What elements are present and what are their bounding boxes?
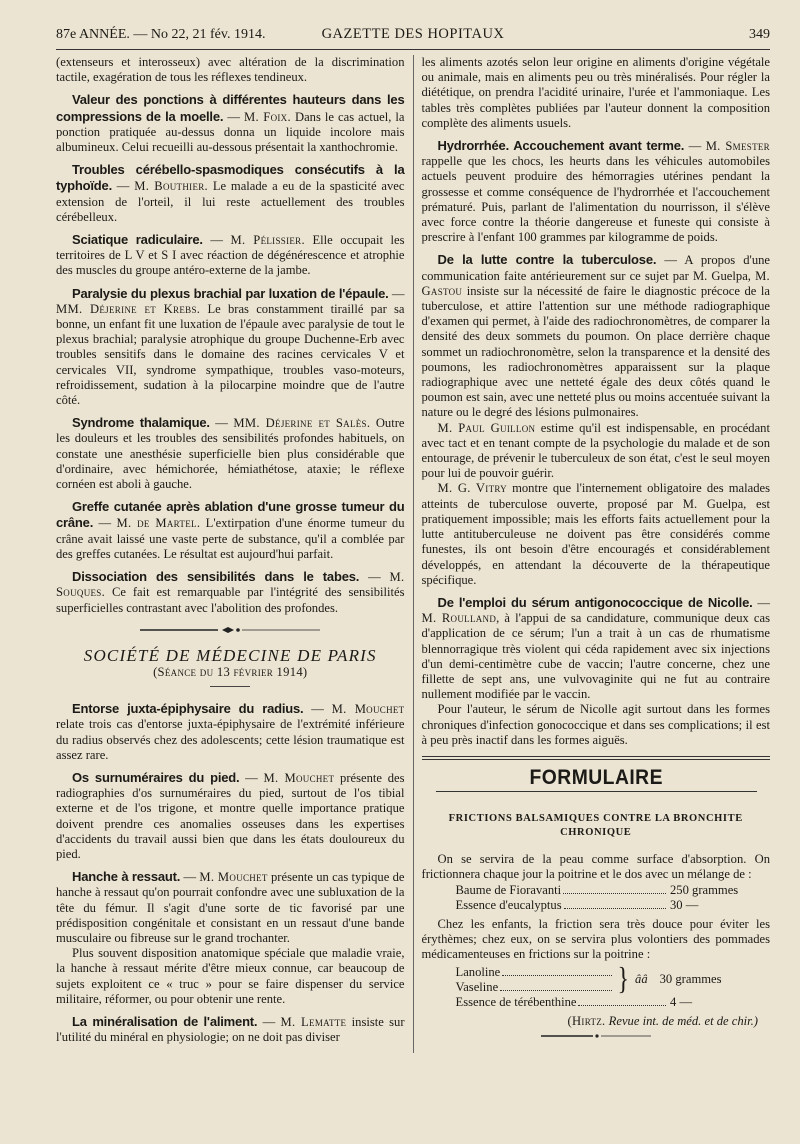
article-title: Greffe cutanée après ablation d'une grosse tumeur du crâne.	[56, 499, 405, 531]
article-text: insiste sur la nécessité de faire le diagnostic précoce de la tuberculose, et attire l'attention sur une méthode radiographique d'examen qui permet, à l'aide des radiochronomètres, de comparer la densité des deux sommets du poumon. On place derrière chaque sommet un radiochronomètre, selon la transparence et la densité des poumons, les radiochronomètres apparaissent sur la plaque radiographique avec une netteté égale des deux côtés quand le poumon est sain, avec une netteté plus ou moins accentuée suivant la nature ou le degré des lésions pulmonaires.	[421, 283, 770, 420]
article-author: M. G. Vitry	[437, 481, 507, 496]
recipe-combined-ingredients	[422, 962, 771, 997]
recipe-ingredient	[422, 898, 771, 913]
recipe-ingredient	[422, 883, 771, 898]
article-title: Hanche à ressaut.	[72, 869, 181, 885]
article-text: insiste sur l'utilité du minéral en physiologie; on ne doit pas diviser	[56, 1014, 405, 1045]
article-serum: De l'emploi du sérum antigonococcique de Nicolle. — M. Roulland, à l'appui de sa candidature, communique deux cas d'application de ce sérum; l'un a trait à un cas de rhumatisme blennorragique très violent qui céda rapidement avec six injections d'un demi-centimètre cube de vaccin; l'autre concerne, chez une fillette de sept ans, une vulvovaginite qui ne fut au contraire nullement modifiée par le vaccin. Pour l'auteur, le sérum de Nicolle agit surtout dans les formes chroniques d'infection gonococcique et dans ses complications; il est à peu près inactif dans les formes aiguës.	[421, 594, 771, 747]
article-entorse: Entorse juxta-épiphysaire du radius. — M. Mouchet relate trois cas d'entorse juxta-épiphysaire de l'extrémité inférieure du radius observés chez des adolescents; cette lésion traumatique est assez rare.	[56, 701, 405, 762]
article-text: relate trois cas d'entorse juxta-épiphysaire de l'extrémité inférieure du radius observés chez des adolescents; cette lésion traumatique est assez rare.	[56, 717, 405, 762]
article-author: M. de Martel.	[116, 516, 201, 531]
section-date: (Séance du 13 février 1914)	[153, 664, 308, 679]
reference-journal: Revue int. de méd. et de chir.)	[608, 1014, 758, 1029]
article-greffe: Greffe cutanée après ablation d'une grosse tumeur du crâne. — M. de Martel. L'extirpation d'une énorme tumeur du crâne avait laissé une vaste perte de substance, qu'il a comblée par des greffes cutanées. Le résultat est aujourd'hui parfait.	[56, 499, 405, 561]
issue-info: 87e ANNÉE. — No 22, 21 fév. 1914.	[56, 27, 266, 42]
right-column	[413, 55, 771, 1053]
article-text: Dans le cas actuel, la ponction pratiquée au-dessus donna un liquide incolore mais albumineux. Celui recueilli au-dessous présentait la xanthochromie.	[56, 109, 405, 155]
article-title: Sciatique radiculaire.	[72, 232, 203, 248]
article-text: Le bras constamment tiraillé par sa bonne, un enfant fit une luxation de l'épaule avec paralysie de tout le plexus brachial; paralysie atrophique du groupe Duchenne-Erb avec troubles sensitifs dans le domaine des racines cervicales V et cervicales VII, syndrome sympathique, troubles vaso-moteurs, refroidissement, sudation à la pilocarpine moindre que de l'autre côté.	[56, 301, 405, 408]
article-author: M. Mouchet	[331, 702, 405, 717]
article-author: M. Lematte	[280, 1014, 347, 1029]
ingredient-quantity: 30 grammes	[659, 972, 722, 987]
ingredient-name: Baume de Fioravanti	[455, 882, 562, 897]
article-text: , à l'appui de sa candidature, communique deux cas d'application de ce sérum; l'un a trait à un cas de rhumatisme blennorragique très violent qui céda rapidement avec six injections d'un demi-centimètre cube de vaccin; l'autre concerne, chez une fillette de sept ans, une vulvovaginite qui ne fut au contraire nullement modifiée par le vaccin.	[421, 611, 770, 702]
article-title: La minéralisation de l'aliment.	[72, 1013, 258, 1029]
page-header	[56, 20, 770, 50]
article-title: Troubles cérébello-spasmodiques consécutifs à la typhoïde.	[56, 162, 405, 194]
article-text: Outre les douleurs et les troubles des sensibilités profondes habituels, on constate une anesthésie superficielle bien plus considérable que d'ordinaire, avec hémichorée, hémiathétose, ataxie; le réflexe cornéen est aboli à gauche.	[56, 416, 405, 492]
article-title: Entorse juxta-épiphysaire du radius.	[72, 701, 304, 717]
article-author: M. Gastou	[421, 268, 771, 298]
article-syndrome: Syndrome thalamique. — MM. Déjerine et Salès. Outre les douleurs et les troubles des sensibilités profondes habituels, on constate une anesthésie superficielle bien plus considérable que d'ordinaire, avec hémichorée, hémiathétose, ataxie; le réflexe cornéen est aboli à gauche.	[56, 415, 405, 492]
article-text: présente un cas typique de hanche à ressaut qu'on pourrait confondre avec une subluxation de la tête du fémur. Il s'agit d'une sorte de tic favorisé par une prédisposition congénitale et consistant en un ressaut d'une bande musculaire ou fibreuse sur le grand trochanter.	[56, 870, 405, 945]
page-number: 349	[749, 27, 770, 42]
ingredient-name: Lanoline	[455, 964, 501, 979]
article-title: De la lutte contre la tuberculose.	[437, 252, 657, 268]
article-title: De l'emploi du sérum antigonococcique de Nicolle.	[437, 594, 753, 610]
article-author: M. Foix.	[243, 109, 291, 124]
article-tuberculose: De la lutte contre la tuberculose. — A propos d'une communication faite antérieurement sur ce sujet par M. Guelpa, M. Gastou insiste sur la nécessité de faire le diagnostic précoce de la tuberculose, et attire l'attention sur une méthode radiographique d'examen qui permet, à l'aide des radiochronomètres, de comparer la densité des deux sommets du poumon. On place derrière chaque sommet un radiochronomètre, selon la transparence et la densité des poumons, les radiochronomètres apparaissent sur la plaque radiographique avec une netteté égale des deux côtés quand le poumon est sain, avec une netteté plus ou moins accentuée suivant la nature ou le degré des lésions pulmonaires. M. Paul Guillon estime qu'il est indispensable, en procédant avec tact et en tenant compte de la psychologie du malade et de son entourage, de prévenir le tuberculeux de son état, c'est le seul moyen pour lui de pouvoir guérir. M. G. Vitry montre que l'internement obligatoire des malades atteints de tuberculose ouverte, proposé par M. Guelpa, est pratiquement impossible; mais les efforts faits actuellement pour la lutte antituberculeuse ne doivent pas être considérés comme funestes, ils ont besoin d'être encouragés et considérablement développés, en attendant la découverte de la thérapeutique spécifique.	[421, 252, 771, 587]
article-author: M. Paul Guillon	[437, 420, 536, 435]
article-title: Os surnuméraires du pied.	[72, 769, 240, 785]
article-text-continued: Plus souvent disposition anatomique spéciale que maladie vraie, la hanche à ressaut mérite d'être mieux connue, car beaucoup de sujets exploitent ce « truc » pour se faire dispenser du service militaire, réformer, ou pour obtenir une rente.	[56, 946, 405, 1006]
continued-text: les aliments azotés selon leur origine en aliments d'origine végétale ou animale, mais en aliments peu ou très minéralisés. Pour régler la diététique, on prendra l'acidité urinaire, l'urée et l'ammoniaque. Les tables très complètes publiées par l'auteur donnent la composition complète des aliments usuels.	[421, 55, 770, 130]
article-title: Syndrome thalamique.	[72, 415, 210, 431]
article-author: MM. Déjerine et Krebs.	[56, 301, 201, 316]
article-troubles: Troubles cérébello-spasmodiques consécutifs à la typhoïde. — M. Bouthier. Le malade a eu de la spasticité avec extension de l'orteil, il lui reste actuellement des troubles cérébelleux.	[56, 162, 405, 224]
article-hanche: Hanche à ressaut. — M. Mouchet présente un cas typique de hanche à ressaut qu'on pourrait confondre avec une subluxation de la tête du fémur. Il s'agit d'une sorte de tic favorisé par une prédisposition congénitale et consistant en un ressaut d'une bande musculaire ou fibreuse sur le grand trochanter. Plus souvent disposition anatomique spéciale que maladie vraie, la hanche à ressaut mérite d'être mieux connue, car beaucoup de sujets exploitent ce « truc » pour se faire dispenser du service militaire, réformer, ou pour obtenir une rente.	[56, 869, 405, 1006]
journal-title: GAZETTE DES HOPITAUX	[321, 26, 505, 42]
article-hydrorrhee: Hydrorrhée. Accouchement avant terme. — M. Smester rappelle que les chocs, les heurts dans les véhicules automobiles actuels peuvent produire des hémorragies utérines pendant la grossesse et comme conséquence de l'hydrorrhée et l'accouchement prématuré. Puis, parlant de l'alimentation du nourrisson, il s'élève avec force contre la théorie dangereuse et funeste qui consiste à prescrire à l'enfant 100 grammes par kilogramme de poids.	[421, 138, 770, 245]
recipe-intro: On se servira de la peau comme surface d'absorption. On frictionnera chaque jour la poitrine et le dos avec un mélange de :	[421, 852, 770, 882]
article-text: estime qu'il est indispensable, en procédant avec tact et en tenant compte de la psychologie du malade et de son entourage, de prévenir le tuberculeux de son état, c'est le seul moyen pour lui de pouvoir guérir.	[421, 420, 770, 481]
article-paralysie: Paralysie du plexus brachial par luxation de l'épaule. — MM. Déjerine et Krebs. Le bras constamment tiraillé par sa bonne, un enfant fit une luxation de l'épaule avec paralysie de tout le plexus brachial; paralysie atrophique du groupe Duchenne-Erb avec troubles sensitifs dans le domaine des racines cervicales V et cervicales VII, syndrome sympathique, troubles vaso-moteurs, refroidissement, sudation à la pilocarpine moindre que de l'autre côté.	[56, 285, 405, 408]
formulaire-heading: FORMULAIRE	[435, 766, 756, 792]
ornament-divider	[56, 626, 405, 634]
ornament-divider	[422, 1033, 771, 1039]
brace-glyph: }	[617, 962, 630, 997]
article-dissociation: Dissociation des sensibilités dans le tabes. — M. Souques. Ce fait est remarquable par l'intégrité des sensibilités superficielles contrastant avec l'abolition des profondes.	[56, 569, 405, 615]
article-text: L'extirpation d'une énorme tumeur du crâne avait laissé une vaste perte de substance, qu'il a comblée par des greffes cutanées. Le résultat est aujourd'hui parfait.	[56, 516, 405, 561]
article-author: M. Mouchet	[263, 770, 335, 785]
continued-text: (extenseurs et interosseux) avec altération de la discrimination tactile, exagération de tous les réflexes tendineux.	[56, 55, 405, 85]
article-text: présente des radiographies d'os surnuméraires du pied, surtout de l'os tibial externe et de l'os trigone, et montre quelle importance pratique doivent prendre ces anomalies osseuses dans les expertises d'accidents du travail aussi bien que dans les états douloureux du pied.	[56, 770, 405, 861]
article-author: M. Bouthier.	[134, 179, 208, 194]
recipe-title: FRICTIONS BALSAMIQUES CONTRE LA BRONCHITE CHRONIQUE	[448, 813, 743, 839]
columns	[56, 55, 770, 1053]
ingredient-quantity: 30 —	[670, 897, 699, 912]
article-title: Dissociation des sensibilités dans le tabes.	[72, 569, 360, 585]
article-title: Paralysie du plexus brachial par luxation de l'épaule.	[72, 285, 389, 301]
article-text-intro: A propos d'une communication faite antérieurement sur ce sujet par M. Guelpa,	[421, 253, 770, 283]
article-mineralisation: La minéralisation de l'aliment. — M. Lematte insiste sur l'utilité du minéral en physiologie; on ne doit pas diviser	[56, 1013, 405, 1045]
article-author: M. Souques.	[56, 570, 405, 600]
article-text-continued: Pour l'auteur, le sérum de Nicolle agit surtout dans les formes chroniques d'infection gonococcique et dans ses complications; il est à peu près inactif dans les formes aiguës.	[421, 702, 770, 747]
article-author: M. Mouchet	[199, 870, 268, 885]
article-author: M. Roulland	[421, 611, 497, 626]
ingredient-name: Essence de térébenthine	[455, 994, 577, 1009]
article-text: Elle occupait les territoires de L V et S I avec réaction de dégénérescence et atrophie des muscles du groupe antéro-externe de la jambe.	[56, 233, 405, 278]
article-title: Valeur des ponctions à différentes hauteurs dans les compressions de la moelle.	[56, 92, 405, 124]
article-author: M. Smester	[705, 139, 770, 154]
article-text: Ce fait est remarquable par l'intégrité des sensibilités superficielles contrastant avec l'abolition des profondes.	[56, 585, 405, 615]
reference-author: (Hirtz.	[567, 1014, 606, 1029]
ingredient-name: Vaseline	[455, 979, 499, 994]
ana-abbreviation: ââ	[635, 972, 648, 987]
article-ponctions: Valeur des ponctions à différentes hauteurs dans les compressions de la moelle. — M. Foix. Dans le cas actuel, la ponction pratiquée au-dessus donna un liquide incolore mais albumineux. Celui recueilli au-dessous présentait la xanthochromie.	[56, 92, 405, 155]
article-sciatique: Sciatique radiculaire. — M. Pélissier. Elle occupait les territoires de L V et S I avec réaction de dégénérescence et atrophie des muscles du groupe antéro-externe de la jambe.	[56, 232, 405, 278]
ingredient-name: Essence d'eucalyptus	[455, 897, 562, 912]
recipe-children-note: Chez les enfants, la friction sera très douce pour éviter les érythèmes; chez eux, on se servira plus volontiers des pommades médicamenteuses en frictions sur la poitrine :	[421, 916, 770, 962]
article-author: M. Pélissier.	[230, 233, 305, 248]
double-divider	[422, 756, 771, 760]
ingredient-quantity: 250 grammes	[670, 882, 739, 897]
article-text: rappelle que les chocs, les heurts dans les véhicules automobiles actuels peuvent produire des hémorragies utérines pendant la grossesse et comme conséquence de l'hydrorrhée et l'accouchement prématuré. Puis, parlant de l'alimentation du nourrisson, il s'élève avec force contre la théorie dangereuse et funeste qui consiste à prescrire à l'enfant 100 grammes par kilogramme de poids.	[421, 154, 770, 245]
section-title: SOCIÉTÉ DE MÉDECINE DE PARIS	[83, 645, 377, 665]
recipe-ingredient	[422, 995, 771, 1010]
article-title: Hydrorrhée. Accouchement avant terme.	[437, 138, 685, 154]
recipe-reference	[422, 1014, 771, 1029]
ingredient-quantity: 4 —	[670, 994, 693, 1009]
article-os: Os surnuméraires du pied. — M. Mouchet présente des radiographies d'os surnuméraires du pied, surtout de l'os tibial externe et de l'os trigone, et montre quelle importance pratique doivent prendre ces anomalies osseuses dans les expertises d'accidents du travail aussi bien que dans les états douloureux du pied.	[56, 769, 405, 861]
article-text: montre que l'internement obligatoire des malades atteints de tuberculose ouverte, proposé par M. Guelpa, est pratiquement impossible; mais les efforts faits actuellement pour la lutte antituberculeuse ne doivent pas être considérés comme funestes, ils ont besoin d'être encouragés et considérablement développés, en attendant la découverte de la thérapeutique spécifique.	[421, 481, 770, 587]
article-author: MM. Déjerine et Salès.	[233, 416, 371, 431]
article-text: Le malade a eu de la spasticité avec extension de l'orteil, il lui reste actuellement des troubles cérébelleux.	[56, 179, 405, 224]
short-divider	[210, 686, 250, 687]
left-column	[56, 55, 413, 1053]
